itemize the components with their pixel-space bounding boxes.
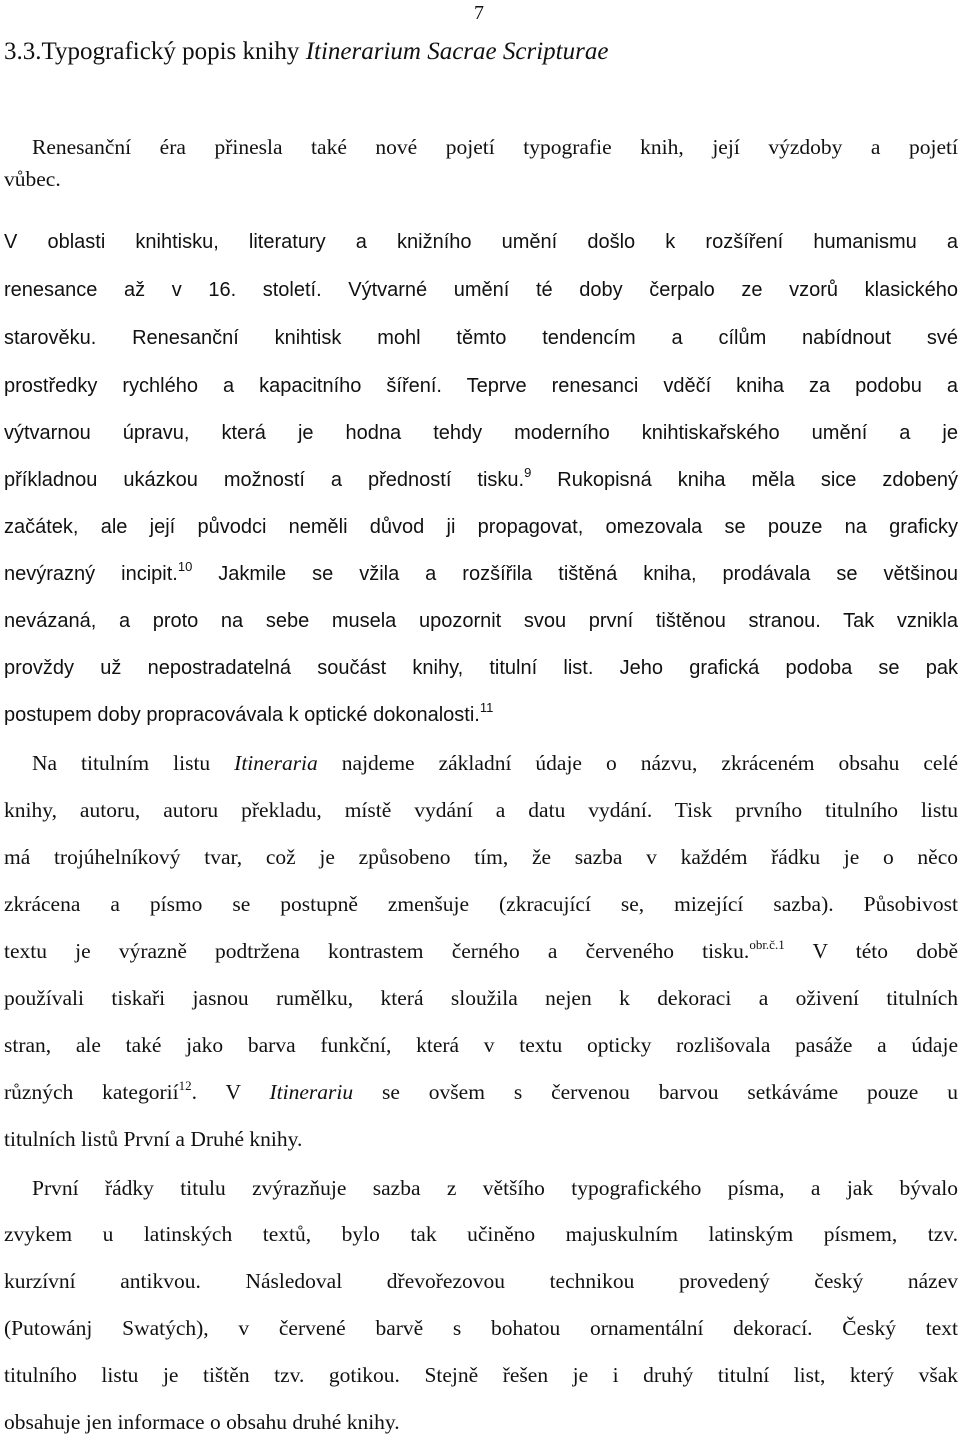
text-line [4,167,958,197]
text-run: příkladnou ukázkou možností a předností tisku. [4,469,525,491]
text-line [32,1176,958,1206]
text-line [4,279,958,309]
text-line [4,798,958,828]
text-line [4,892,958,922]
text-run: První řádky titulu zvýrazňuje sazba z většího typografického písma, a jak bývalo [32,1176,958,1200]
text-run: výtvarnou úpravu, která je hodna tehdy moderního knihtiskařského umění a je [4,422,958,444]
text-line [4,986,958,1016]
text-run: titulních listů První a Druhé knihy. [4,1127,303,1151]
text-line [4,1363,958,1393]
text-run: různých kategorií [4,1080,179,1104]
text-run: Na titulním listu [32,751,235,775]
text-line [4,231,958,261]
text-run: nevýrazný incipit. [4,563,178,585]
text-line [4,422,958,452]
text-line [4,327,958,357]
text-line [4,516,958,546]
footnote-ref: 11 [479,700,494,715]
text-line [32,135,958,165]
text-line [4,559,958,593]
footnote-ref: 9 [524,465,532,480]
text-line [4,610,958,640]
text-run: prostředky rychlého a kapacitního šíření. Teprve renesanci vděčí kniha za podobu a [4,375,958,397]
text-run: provždy už nepostradatelná součást knihy, titulní list. Jeho grafická podoba se pak [4,657,958,679]
heading-book-title: Itinerarium Sacrae Scripturae [305,38,609,65]
italic-term: Itineraria [234,751,318,775]
text-run: V oblasti knihtisku, literatury a knižního umění došlo k rozšíření humanismu a [4,231,958,253]
text-line [4,1410,958,1440]
page-number: 7 [474,2,484,24]
text-run: najdeme základní údaje o názvu, zkráceném obsahu celé [317,751,958,775]
text-line [4,1222,958,1252]
text-run: obsahuje jen informace o obsahu druhé knihy. [4,1410,400,1434]
text-run: renesance až v 16. století. Výtvarné umění té doby čerpalo ze vzorů klasického [4,279,958,301]
text-run: titulního listu je tištěn tzv. gotikou. Stejně řešen je i druhý titulní list, který však [4,1363,958,1387]
text-line [4,939,958,969]
text-run: vůbec. [4,167,61,191]
text-run: Jakmile se vžila a rozšířila tištěná kniha, prodávala se většinou [192,563,958,585]
text-line [4,700,958,734]
text-run: začátek, ale její původci neměli důvod ji propagovat, omezovala se pouze na graficky [4,516,958,538]
text-run: má trojúhelníkový tvar, což je způsobeno tím, že sazba v každém řádku je o něco [4,845,958,869]
text-run: stran, ale také jako barva funkční, která v textu opticky rozlišovala pasáže a údaje [4,1033,958,1057]
text-run: V této době [784,939,958,963]
text-line [4,1316,958,1346]
text-run: (Putowánj Swatých), v červené barvě s bohatou ornamentální dekorací. Český text [4,1316,958,1340]
text-run: zvykem u latinských textů, bylo tak učiněno majuskulním latinským písmem, tzv. [4,1222,958,1246]
footnote-ref: 10 [177,559,193,574]
text-line [4,1080,958,1110]
text-run: zkrácena a písmo se postupně zmenšuje (zkracující se, mizející sazba). Působivost [4,892,958,916]
text-run: knihy, autoru, autoru překladu, místě vydání a datu vydání. Tisk prvního titulního listu [4,798,958,822]
text-line [4,845,958,875]
text-line [4,1033,958,1063]
text-run: textu je výrazně podtržena kontrastem černého a červeného tisku. [4,939,750,963]
figure-ref: obr.č.1 [749,937,785,952]
footnote-ref: 12 [178,1078,192,1093]
text-line [4,1127,958,1157]
text-line [32,751,958,781]
text-run: . V [191,1080,270,1104]
text-run: nevázaná, a proto na sebe musela upozornit svou první tištěnou stranou. Tak vznikla [4,610,958,632]
text-run: postupem doby propracovávala k optické dokonalosti. [4,704,480,726]
text-run: kurzívní antikvou. Následoval dřevořezovou technikou provedený český název [4,1269,958,1293]
text-line [4,375,958,405]
text-run: starověku. Renesanční knihtisk mohl těmto tendencím a cílům nabídnout své [4,327,958,349]
section-heading [4,38,954,66]
text-line [4,465,958,499]
text-line [4,1269,958,1299]
text-run: Rukopisná kniha měla sice zdobený [531,469,958,491]
text-run: se ovšem s červenou barvou setkáváme pouze u [353,1080,958,1104]
text-run: používali tiskaři jasnou rumělku, která sloužila nejen k dekoraci a oživení titulních [4,986,958,1010]
heading-prefix: 3.3.Typografický popis knihy [4,38,306,65]
italic-term: Itinerariu [269,1080,354,1104]
text-run: Renesanční éra přinesla také nové pojetí typografie knih, její výzdoby a pojetí [32,135,958,159]
text-line [4,657,958,687]
